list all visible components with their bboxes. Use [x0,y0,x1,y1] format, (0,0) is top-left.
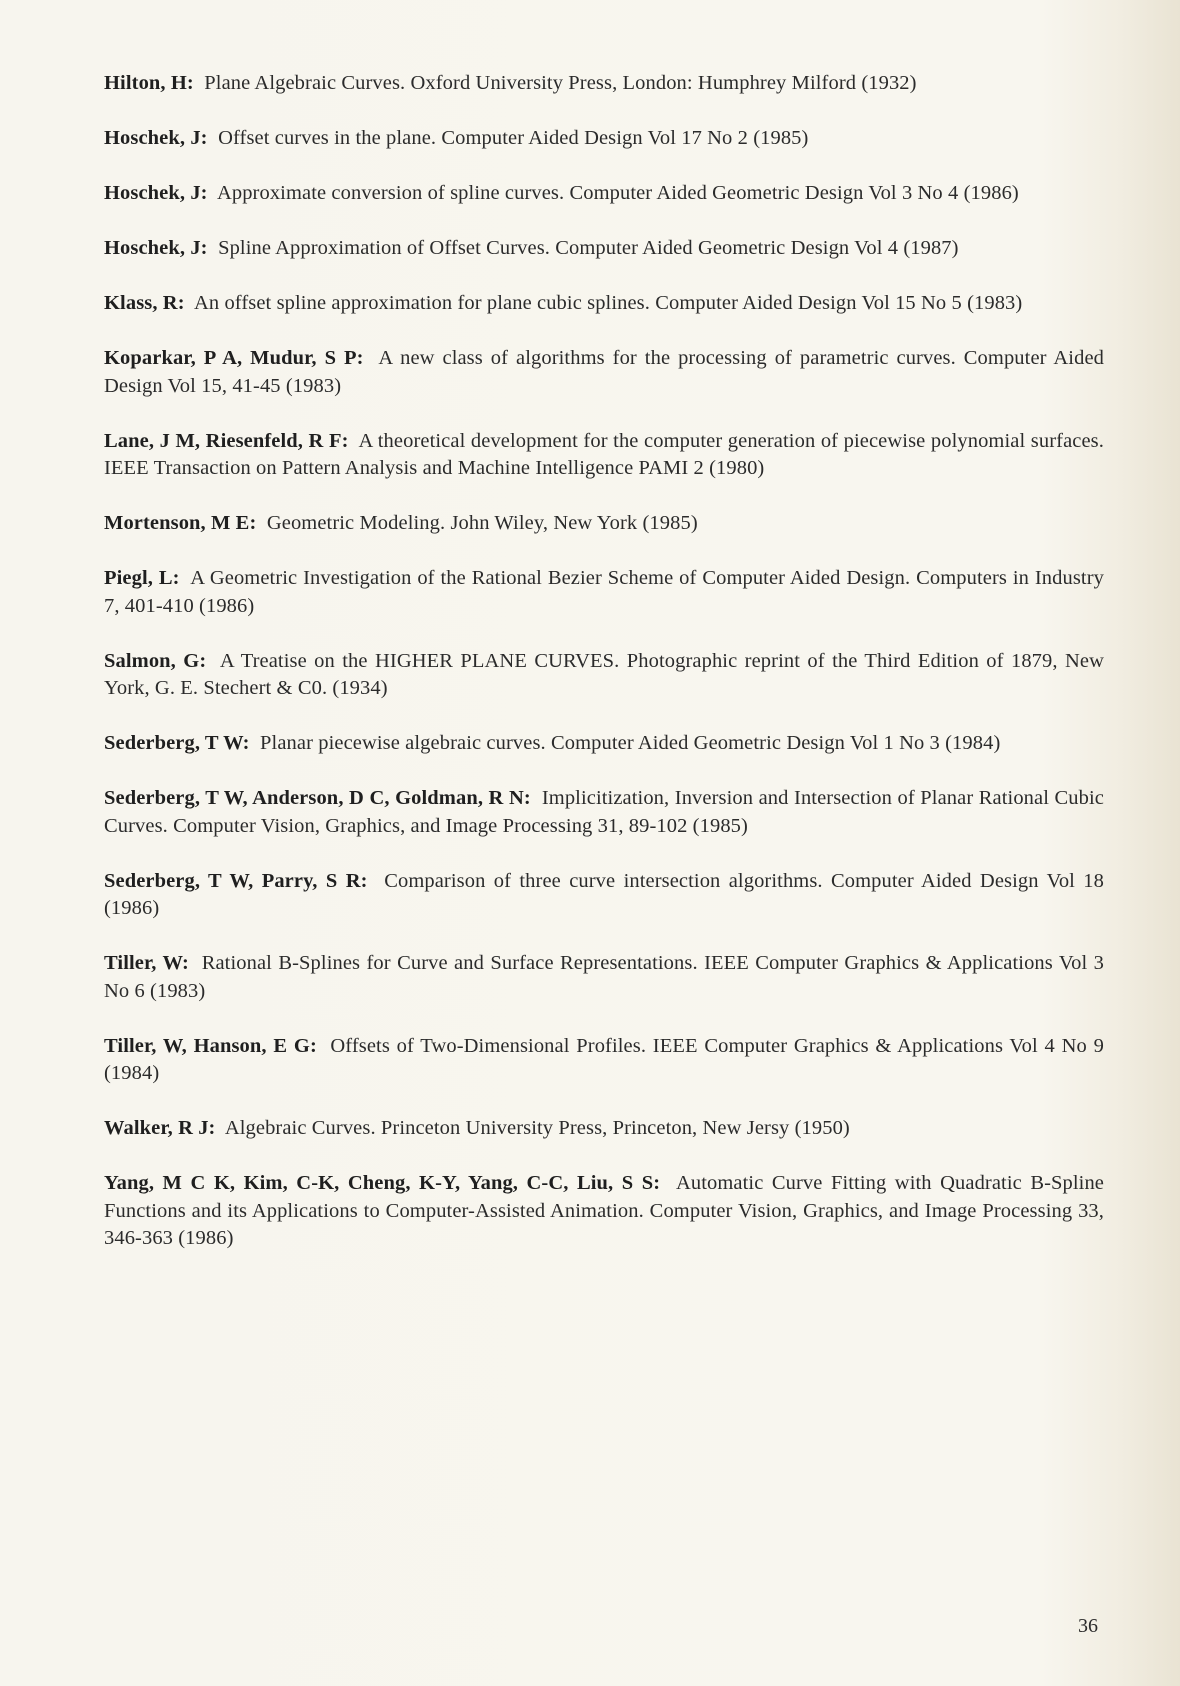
reference-authors: Yang, M C K, Kim, C-K, Cheng, K-Y, Yang, C-C, Liu, S S: [104,1172,661,1194]
reference-entry [104,785,1104,840]
reference-entry [104,428,1104,483]
reference-authors: Sederberg, T W: [104,732,250,754]
reference-entry [104,235,1104,263]
reference-authors: Tiller, W: [104,952,189,974]
reference-authors: Tiller, W, Hanson, E G: [104,1034,317,1057]
reference-entry [104,648,1104,703]
reference-text: An offset spline approximation for plane cubic splines. Computer Aided Design Vol 15 No 5 (1983) [193,292,1023,314]
reference-entry [104,950,1104,1005]
reference-text: Implicitization, Inversion and Intersection of Planar Rational Cubic Curves. Computer Vision, Graphics, and Image Processing 31, 89-102 (1985) [104,787,1104,837]
page-number: 36 [1078,1615,1098,1637]
reference-entry [104,345,1104,400]
reference-text: Rational B-Splines for Curve and Surface Representations. IEEE Computer Graphics & Applications Vol 3 No 6 (1983) [104,952,1104,1002]
reference-entry [104,730,1104,758]
reference-entry [104,868,1104,923]
reference-text: A Geometric Investigation of the Rational Bezier Scheme of Computer Aided Design. Computers in Industry 7, 401-410 (1986) [104,567,1104,617]
reference-authors: Hoschek, J: [104,127,208,149]
reference-text: Offsets of Two-Dimensional Profiles. IEEE Computer Graphics & Applications Vol 4 No 9 (1984) [104,1034,1104,1084]
reference-authors: Sederberg, T W, Parry, S R: [104,869,368,892]
reference-entry [104,125,1104,153]
reference-entry [104,1033,1104,1088]
reference-entry [104,70,1104,98]
reference-entry [104,1170,1104,1253]
reference-text: Automatic Curve Fitting with Quadratic B-Spline Functions and its Applications to Computer-Assisted Animation. Computer Vision, Graphics, and Image Processing 33, 346-363 (1986) [104,1172,1105,1249]
reference-authors: Sederberg, T W, Anderson, D C, Goldman, R N: [104,787,531,809]
reference-authors: Hoschek, J: [104,182,208,204]
reference-authors: Klass, R: [104,292,185,314]
reference-text: Geometric Modeling. John Wiley, New York (1985) [266,512,698,534]
reference-authors: Koparkar, P A, Mudur, S P: [104,347,364,369]
reference-authors: Hoschek, J: [104,237,208,259]
reference-authors: Salmon, G: [104,649,207,672]
reference-entry [104,180,1104,208]
reference-authors: Lane, J M, Riesenfeld, R F: [104,429,349,452]
reference-text: A theoretical development for the computer generation of piecewise polynomial surfaces. IEEE Transaction on Pattern Analysis and Machine Intelligence PAMI 2 (1980) [104,429,1104,479]
reference-entry [104,510,1104,538]
reference-text: Spline Approximation of Offset Curves. Computer Aided Geometric Design Vol 4 (1987) [218,237,959,259]
reference-entry [104,1115,1104,1143]
reference-text: Algebraic Curves. Princeton University Press, Princeton, New Jersy (1950) [224,1117,850,1139]
reference-entry [104,290,1104,318]
reference-text: Planar piecewise algebraic curves. Computer Aided Geometric Design Vol 1 No 3 (1984) [260,732,1001,754]
reference-authors: Hilton, H: [104,72,194,94]
reference-text: A new class of algorithms for the processing of parametric curves. Computer Aided Design Vol 15, 41-45 (1983) [104,347,1104,397]
reference-authors: Mortenson, M E: [104,512,257,534]
reference-list [104,70,1104,1280]
reference-text: Approximate conversion of spline curves. Computer Aided Geometric Design Vol 3 No 4 (1986) [216,182,1019,204]
reference-text: A Treatise on the HIGHER PLANE CURVES. Photographic reprint of the Third Edition of 1879, New York, G. E. Stechert & C0. (1934) [104,649,1104,699]
reference-text: Plane Algebraic Curves. Oxford University Press, London: Humphrey Milford (1932) [204,72,917,94]
reference-authors: Walker, R J: [104,1117,216,1139]
reference-text: Offset curves in the plane. Computer Aided Design Vol 17 No 2 (1985) [218,127,809,149]
reference-text: Comparison of three curve intersection algorithms. Computer Aided Design Vol 18 (1986) [104,869,1105,919]
reference-authors: Piegl, L: [104,567,180,589]
reference-entry [104,565,1104,620]
